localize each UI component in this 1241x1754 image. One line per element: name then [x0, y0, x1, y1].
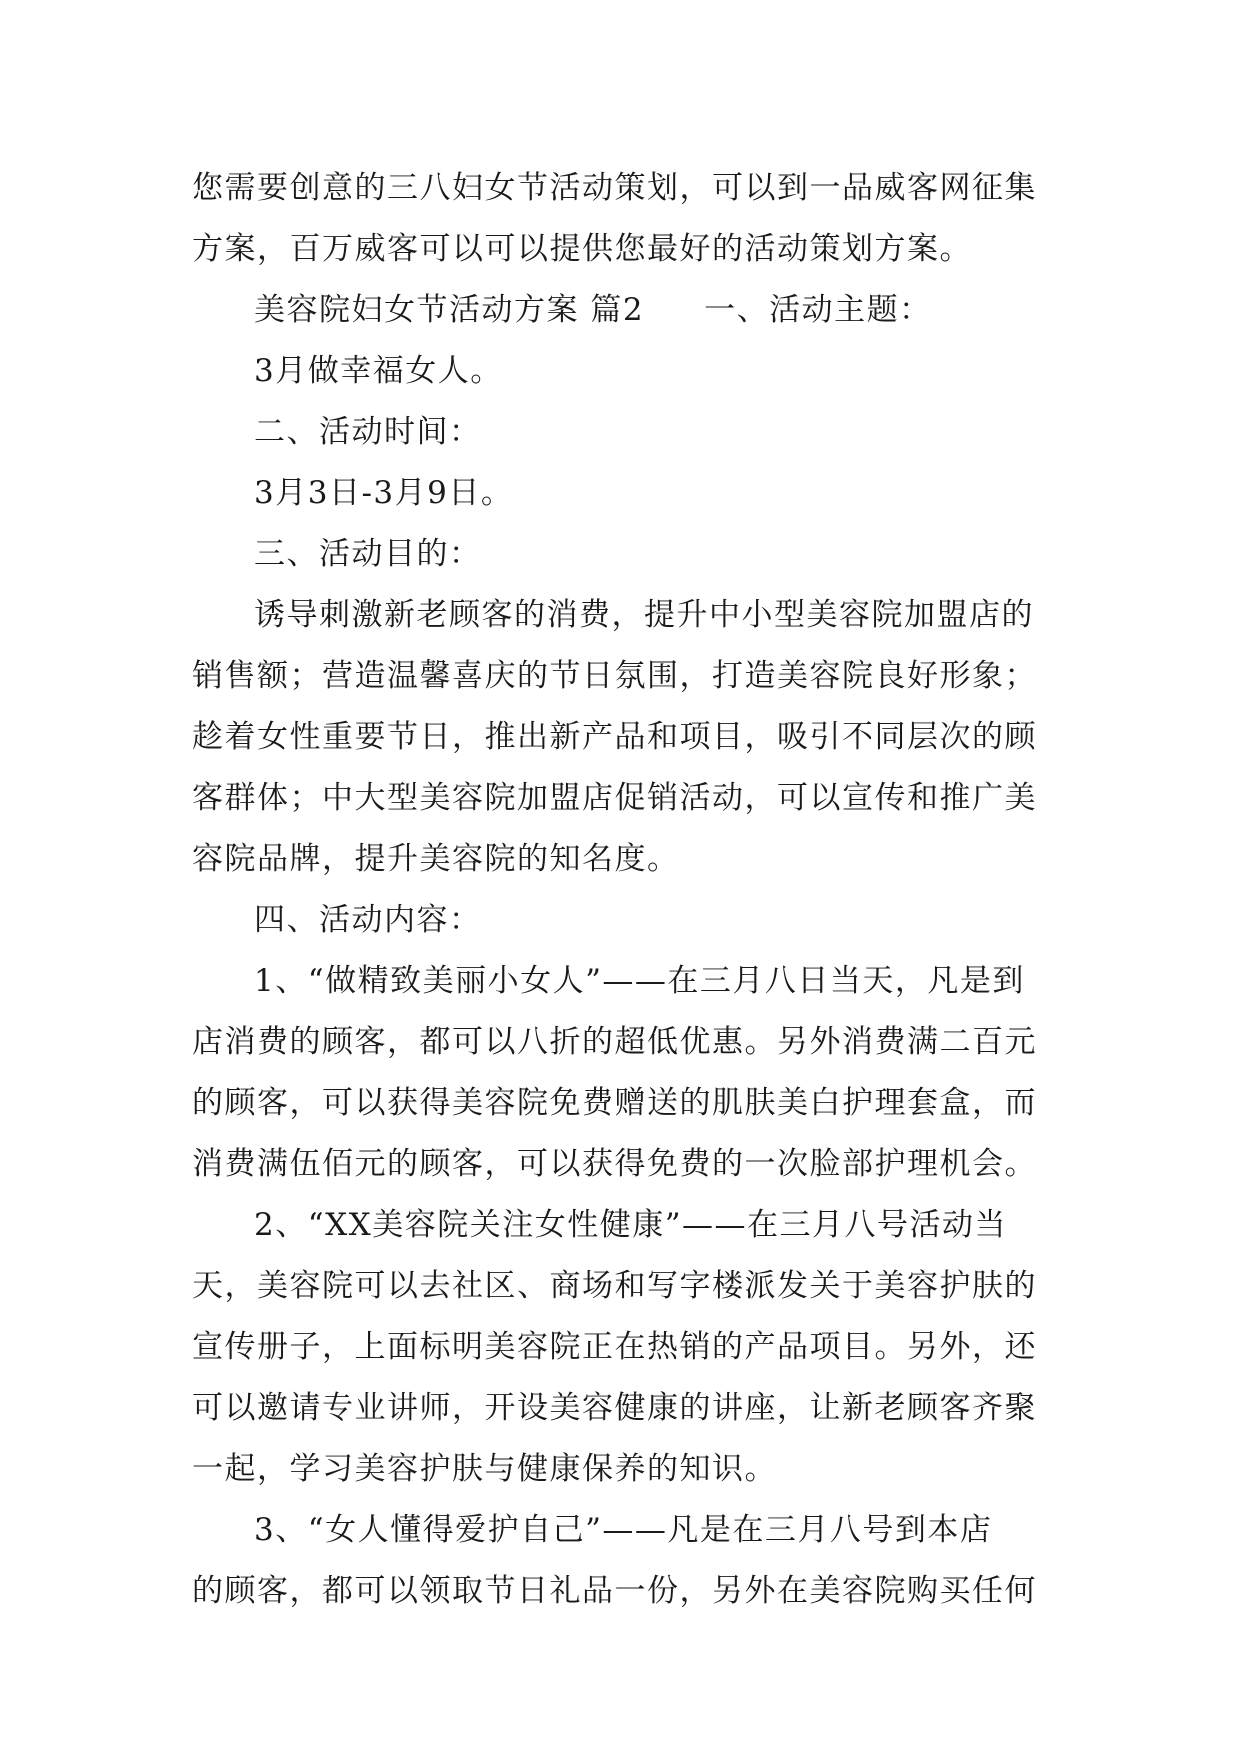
document-page [192, 158, 1062, 1622]
intro-line-2: 方案，百万威客可以可以提供您最好的活动策划方案。 [192, 231, 972, 267]
heading-line [192, 280, 1062, 341]
item2-line-3: 宣传册子，上面标明美容院正在热销的产品项目。另外，还 [192, 1329, 1037, 1365]
section1-body: 3月做幸福女人。 [254, 353, 503, 389]
section3-line-3: 趁着女性重要节日，推出新产品和项目，吸引不同层次的顾 [192, 719, 1037, 755]
section3-line-5: 容院品牌，提升美容院的知名度。 [192, 841, 680, 877]
section3-line-4: 客群体；中大型美容院加盟店促销活动，可以宣传和推广美 [192, 780, 1037, 816]
section2-body: 3月3日-3月9日。 [254, 475, 514, 511]
item2-line-2: 天，美容院可以去社区、商场和写字楼派发关于美容护肤的 [192, 1268, 1037, 1304]
item1-line-2: 店消费的顾客，都可以八折的超低优惠。另外消费满二百元 [192, 1024, 1037, 1060]
section1-title: 一、活动主题： [704, 292, 932, 328]
item1-line-4: 消费满伍佰元的顾客，可以获得免费的一次脸部护理机会。 [192, 1146, 1037, 1182]
item2-line-5: 一起，学习美容护肤与健康保养的知识。 [192, 1451, 777, 1487]
item2-line-4: 可以邀请专业讲师，开设美容健康的讲座，让新老顾客齐聚 [192, 1390, 1037, 1426]
section3-line-2: 销售额；营造温馨喜庆的节日氛围，打造美容院良好形象； [192, 658, 1037, 694]
item1-line-1: 1、“做精致美丽小女人”——在三月八日当天，凡是到 [254, 963, 1025, 999]
item2-line-1: 2、“XX美容院关注女性健康”——在三月八号活动当 [254, 1207, 1008, 1243]
item3-line-1: 3、“女人懂得爱护自己”——凡是在三月八号到本店 [254, 1512, 993, 1548]
section4-title: 四、活动内容： [254, 902, 482, 938]
item1-line-3: 的顾客，可以获得美容院免费赠送的肌肤美白护理套盒，而 [192, 1085, 1037, 1121]
item3-line-2: 的顾客，都可以领取节日礼品一份，另外在美容院购买任何 [192, 1573, 1037, 1609]
section3-title: 三、活动目的： [254, 536, 482, 572]
intro-line-1: 您需要创意的三八妇女节活动策划，可以到一品威客网征集 [192, 170, 1037, 206]
doc-heading: 美容院妇女节活动方案 篇2 [254, 292, 645, 328]
section2-title: 二、活动时间： [254, 414, 482, 450]
section3-line-1: 诱导刺激新老顾客的消费，提升中小型美容院加盟店的 [254, 597, 1034, 633]
